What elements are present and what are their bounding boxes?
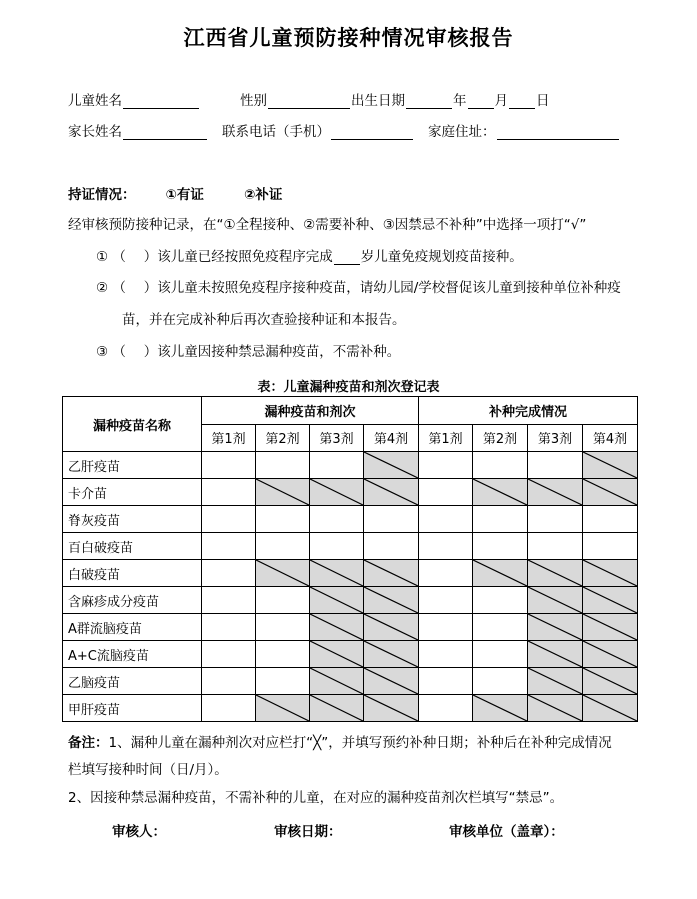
missed-dose-cell[interactable] — [256, 452, 310, 479]
vaccine-name-cell: 百白破疫苗 — [63, 533, 202, 560]
table-row — [63, 479, 638, 506]
item-2 — [96, 276, 621, 296]
item-2-text[interactable]: （ ）该儿童未按照免疫程序接种疫苗，请幼儿园/学校督促该儿童到接种单位补种疫 — [112, 280, 621, 296]
dose-header: 第3剂 — [528, 424, 583, 452]
missed-dose-cell[interactable] — [202, 560, 256, 587]
not-applicable-cell — [364, 560, 419, 587]
table-row — [63, 533, 638, 560]
review-date-label: 审核日期： — [274, 824, 342, 840]
vaccine-name-cell: 卡介苗 — [63, 479, 202, 506]
not-applicable-cell — [473, 479, 528, 506]
gender-label: 性别 — [240, 93, 267, 109]
item-1 — [96, 245, 523, 265]
completed-dose-cell[interactable] — [473, 614, 528, 641]
not-applicable-cell — [583, 587, 638, 614]
missed-dose-cell[interactable] — [202, 452, 256, 479]
vaccine-name-cell: 白破疫苗 — [63, 560, 202, 587]
completed-dose-cell[interactable] — [473, 533, 528, 560]
not-applicable-cell — [364, 587, 419, 614]
note-line-2: 2、因接种禁忌漏种疫苗，不需补种的儿童，在对应的漏种疫苗剂次栏填写“禁忌”。 — [68, 790, 564, 806]
completed-dose-cell[interactable] — [419, 452, 473, 479]
table-row — [63, 587, 638, 614]
item-1-text-b: 岁儿童免疫规划疫苗接种。 — [360, 249, 523, 265]
vaccine-name-cell: A+C流脑疫苗 — [63, 641, 202, 668]
gender-field[interactable] — [268, 94, 350, 109]
col-header-completed: 补种完成情况 — [419, 397, 638, 425]
page-title: 江西省儿童预防接种情况审核报告 — [183, 25, 514, 50]
completed-dose-cell[interactable] — [473, 668, 528, 695]
not-applicable-cell — [528, 641, 583, 668]
not-applicable-cell — [364, 479, 419, 506]
not-applicable-cell — [364, 668, 419, 695]
completed-dose-cell[interactable] — [419, 695, 473, 722]
month-label: 月 — [494, 93, 508, 109]
completed-dose-cell[interactable] — [528, 533, 583, 560]
completed-dose-cell[interactable] — [528, 452, 583, 479]
completed-dose-cell[interactable] — [419, 587, 473, 614]
missed-dose-cell[interactable] — [256, 641, 310, 668]
not-applicable-cell — [364, 614, 419, 641]
note-label: 备注： — [68, 735, 109, 751]
completed-dose-cell[interactable] — [473, 641, 528, 668]
vaccine-name-cell: 乙脑疫苗 — [63, 668, 202, 695]
completed-dose-cell[interactable] — [528, 506, 583, 533]
not-applicable-cell — [528, 479, 583, 506]
item-2-number: ② — [96, 280, 109, 296]
cert-label: 持证情况： — [68, 187, 136, 203]
not-applicable-cell — [364, 452, 419, 479]
cert-status-line — [68, 183, 282, 203]
not-applicable-cell — [310, 695, 364, 722]
dose-header: 第2剂 — [473, 424, 528, 452]
vaccine-name-cell: 甲肝疫苗 — [63, 695, 202, 722]
missed-dose-cell[interactable] — [364, 506, 419, 533]
table-row — [63, 506, 638, 533]
parent-name-field[interactable] — [123, 125, 207, 140]
missed-dose-cell[interactable] — [256, 587, 310, 614]
missed-dose-cell[interactable] — [202, 668, 256, 695]
cert-option-reissue[interactable]: ②补证 — [243, 187, 283, 203]
dose-header: 第1剂 — [202, 424, 256, 452]
vaccine-name-cell: A群流脑疫苗 — [63, 614, 202, 641]
child-name-field[interactable] — [123, 94, 199, 109]
cert-option-has[interactable]: ①有证 — [165, 187, 204, 203]
completed-dose-cell[interactable] — [583, 533, 638, 560]
missed-dose-cell[interactable] — [256, 668, 310, 695]
item-3-text[interactable]: （ ）该儿童因接种禁忌漏种疫苗，不需补种。 — [112, 344, 401, 360]
not-applicable-cell — [256, 479, 310, 506]
not-applicable-cell — [583, 641, 638, 668]
phone-field[interactable] — [331, 125, 413, 140]
table-row — [63, 452, 638, 479]
note-line-1 — [68, 731, 612, 751]
address-label: 家庭住址： — [428, 124, 496, 140]
completed-dose-cell[interactable] — [419, 506, 473, 533]
not-applicable-cell — [528, 668, 583, 695]
reviewer-label: 审核人： — [112, 824, 166, 840]
not-applicable-cell — [583, 479, 638, 506]
item-3-number: ③ — [96, 344, 109, 360]
not-applicable-cell — [310, 668, 364, 695]
table-body — [63, 452, 638, 722]
completed-dose-cell[interactable] — [473, 587, 528, 614]
birth-month-field[interactable] — [468, 94, 494, 109]
child-name-label: 儿童姓名 — [68, 93, 122, 109]
instruction-text: 经审核预防接种记录，在“①全程接种、②需要补种、③因禁忌不补种”中选择一项打“√” — [68, 217, 587, 233]
item-1-age-field[interactable] — [334, 250, 360, 265]
table-caption: 表：儿童漏种疫苗和剂次登记表 — [257, 380, 440, 395]
child-info-line — [68, 89, 550, 109]
missed-dose-cell[interactable] — [202, 641, 256, 668]
item-1-text-a[interactable]: （ ）该儿童已经按照免疫程序完成 — [112, 249, 333, 265]
parent-name-label: 家长姓名 — [68, 124, 122, 140]
col-header-vaccine-name: 漏种疫苗名称 — [63, 397, 202, 452]
not-applicable-cell — [310, 560, 364, 587]
vaccine-name-cell: 乙肝疫苗 — [63, 452, 202, 479]
missed-dose-cell[interactable] — [364, 533, 419, 560]
missed-dose-cell[interactable] — [310, 533, 364, 560]
not-applicable-cell — [364, 695, 419, 722]
table-row — [63, 695, 638, 722]
year-label: 年 — [453, 93, 467, 109]
vaccine-name-cell: 含麻疹成分疫苗 — [63, 587, 202, 614]
missed-dose-cell[interactable] — [310, 506, 364, 533]
table-row — [63, 614, 638, 641]
not-applicable-cell — [583, 452, 638, 479]
not-applicable-cell — [528, 560, 583, 587]
not-applicable-cell — [583, 695, 638, 722]
not-applicable-cell — [364, 641, 419, 668]
table-row — [63, 641, 638, 668]
not-applicable-cell — [528, 695, 583, 722]
completed-dose-cell[interactable] — [473, 506, 528, 533]
table-row — [63, 560, 638, 587]
col-header-missed: 漏种疫苗和剂次 — [202, 397, 419, 425]
dose-header: 第2剂 — [256, 424, 310, 452]
completed-dose-cell[interactable] — [419, 614, 473, 641]
dose-header: 第4剂 — [364, 424, 419, 452]
missed-dose-cell[interactable] — [256, 614, 310, 641]
note-line-1-cont: 栏填写接种时间（日/月）。 — [68, 762, 228, 778]
missed-dose-cell[interactable] — [202, 506, 256, 533]
not-applicable-cell — [528, 614, 583, 641]
vaccine-name-cell: 脊灰疫苗 — [63, 506, 202, 533]
dose-header: 第3剂 — [310, 424, 364, 452]
completed-dose-cell[interactable] — [583, 506, 638, 533]
missed-vaccine-table — [62, 396, 638, 722]
not-applicable-cell — [256, 560, 310, 587]
not-applicable-cell — [310, 479, 364, 506]
missed-dose-cell[interactable] — [202, 533, 256, 560]
missed-dose-cell[interactable] — [202, 614, 256, 641]
missed-dose-cell[interactable] — [202, 695, 256, 722]
birth-year-field[interactable] — [406, 94, 452, 109]
completed-dose-cell[interactable] — [419, 641, 473, 668]
missed-dose-cell[interactable] — [256, 533, 310, 560]
item-1-number: ① — [96, 249, 109, 265]
birth-day-field[interactable] — [509, 94, 535, 109]
parent-info-line — [68, 120, 620, 140]
not-applicable-cell — [583, 668, 638, 695]
birth-date-label: 出生日期 — [351, 93, 405, 109]
not-applicable-cell — [583, 560, 638, 587]
not-applicable-cell — [310, 587, 364, 614]
not-applicable-cell — [583, 614, 638, 641]
missed-dose-cell[interactable] — [202, 587, 256, 614]
note-1-text: 1、漏种儿童在漏种剂次对应栏打“╳”，并填写预约补种日期；补种后在补种完成情况 — [108, 735, 612, 751]
completed-dose-cell[interactable] — [419, 560, 473, 587]
day-label: 日 — [536, 93, 550, 109]
dose-header: 第4剂 — [583, 424, 638, 452]
dose-header: 第1剂 — [419, 424, 473, 452]
completed-dose-cell[interactable] — [419, 479, 473, 506]
missed-dose-cell[interactable] — [202, 479, 256, 506]
not-applicable-cell — [528, 587, 583, 614]
completed-dose-cell[interactable] — [419, 668, 473, 695]
not-applicable-cell — [256, 695, 310, 722]
table-row — [63, 668, 638, 695]
not-applicable-cell — [473, 695, 528, 722]
item-2-continuation: 苗，并在完成补种后再次查验接种证和本报告。 — [122, 312, 406, 328]
missed-dose-cell[interactable] — [256, 506, 310, 533]
not-applicable-cell — [473, 560, 528, 587]
phone-label: 联系电话（手机） — [222, 124, 330, 140]
completed-dose-cell[interactable] — [473, 452, 528, 479]
review-unit-label: 审核单位（盖章）： — [449, 824, 564, 840]
not-applicable-cell — [310, 641, 364, 668]
completed-dose-cell[interactable] — [419, 533, 473, 560]
not-applicable-cell — [310, 614, 364, 641]
missed-dose-cell[interactable] — [310, 452, 364, 479]
address-field[interactable] — [497, 125, 619, 140]
item-3 — [96, 340, 400, 360]
